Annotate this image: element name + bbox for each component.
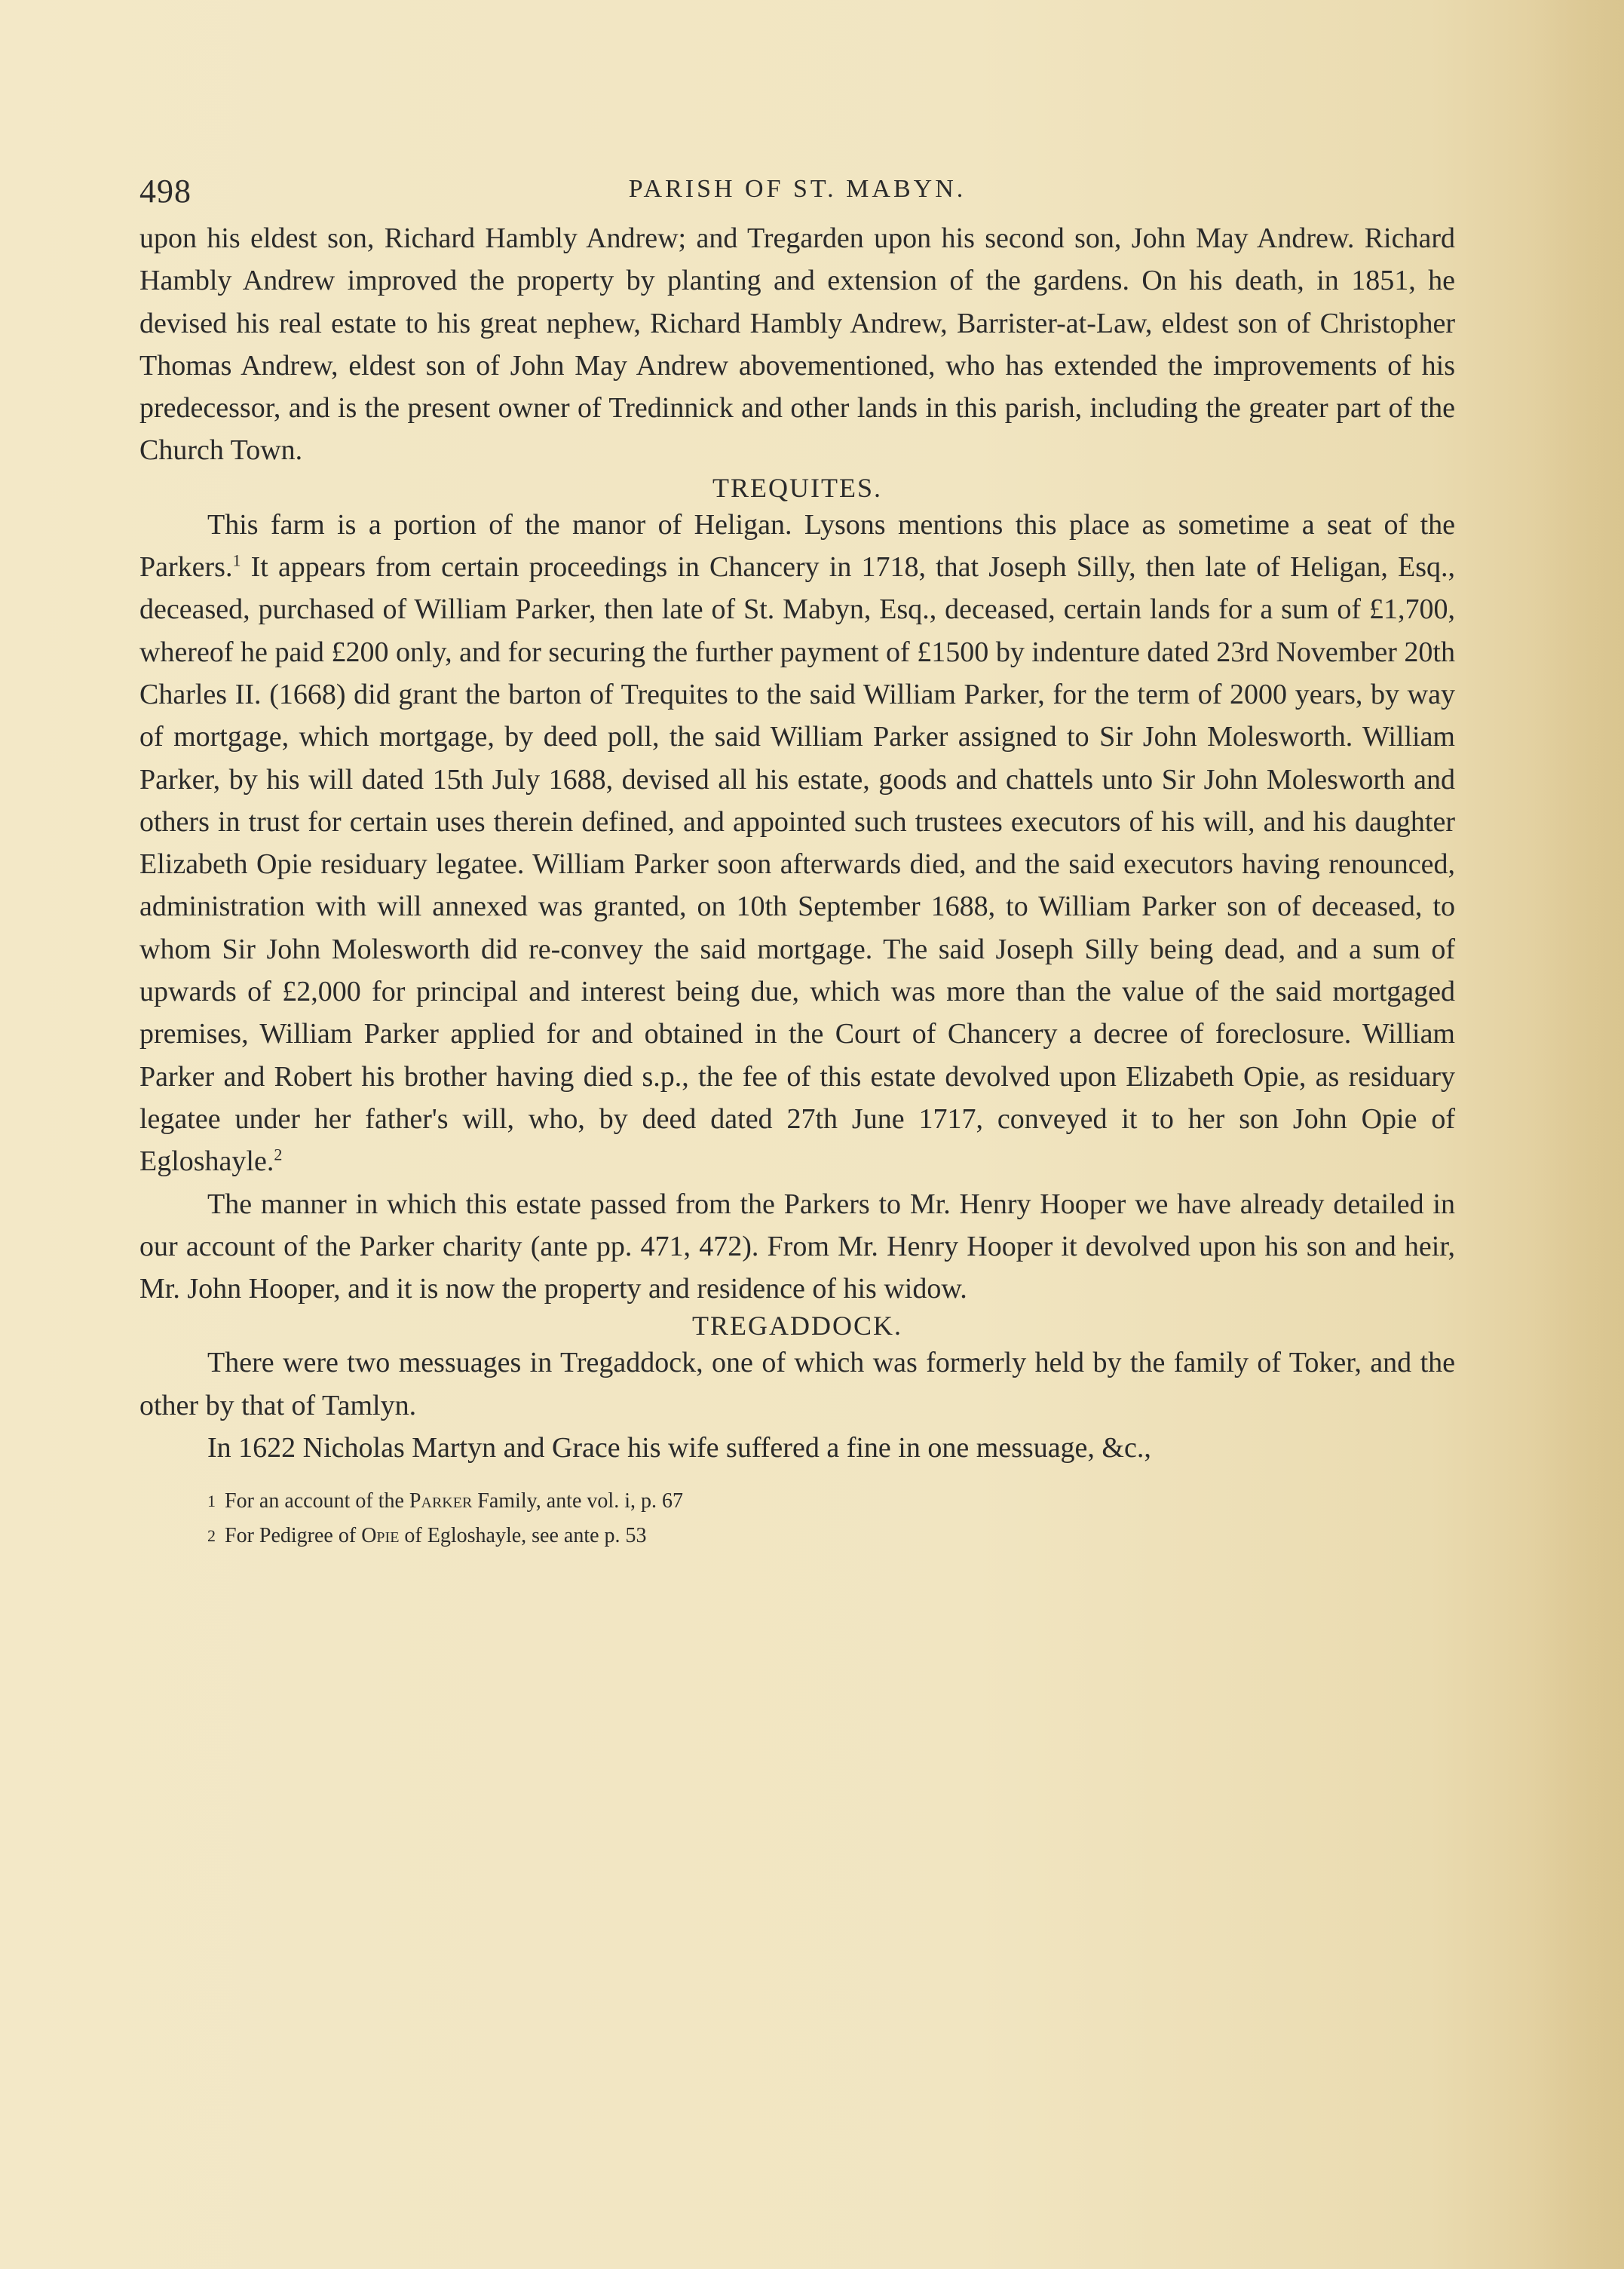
footnote-number: 1 xyxy=(207,1492,216,1511)
footnote-text-smallcaps: Opie xyxy=(361,1524,400,1548)
page-edge-shadow xyxy=(1534,0,1624,2269)
footnote-ref-2: 2 xyxy=(274,1145,283,1164)
intro-paragraph: upon his eldest son, Richard Hambly Andrew; and Tregarden upon his second son, John May Andrew. Richard Hambly Andrew improved the property by planting and extension of the gardens. On his death, in 1851, he devised his real estate to his great nephew, Richard Hambly Andrew, Barrister-at-Law, eldest son of Christopher Thomas Andrew, eldest son of John May Andrew abovementioned, who has extended the improvements of his predecessor, and is the present owner of Tredinnick and other lands in this parish, including the greater part of the Church Town. xyxy=(139,222,1455,467)
trequites-p1-text-b: It appears from certain proceedings in Chancery in 1718, that Joseph Silly, then late of Heligan, Esq., deceased, purchased of William Parker, then late of St. Mabyn, Esq., deceased, certain lands for a sum of £1,700, whereof he paid £200 only, and for securing the further payment of £1500 by indenture dated 23rd November 20th Charles II. (1668) did grant the barton of Trequites to the said William Parker, for the term of 2000 years, by way of mortgage, which mortgage, by deed poll, the said William Parker assigned to Sir John Molesworth. William Parker, by his will dated 15th July 1688, devised all his estate, goods and chattels unto Sir John Molesworth and others in trust for certain uses therein defined, and appointed such trustees executors of his will, and his daughter Elizabeth Opie residuary legatee. William Parker soon afterwards died, and the said executors having renounced, administration with will annexed was granted, on 10th September 1688, to William Parker son of deceased, to whom Sir John Molesworth did re-convey the said mortgage. The said Joseph Silly being dead, and a sum of upwards of £2,000 for principal and interest being due, which was more than the value of the said mortgaged premises, William Parker applied for and obtained in the Court of Chancery a decree of foreclosure. William Parker and Robert his brother having died s.p., the fee of this estate devolved upon Elizabeth Opie, as residuary legatee under her father's will, who, by deed dated 27th June 1717, conveyed it to her son John Opie of Egloshayle. xyxy=(139,551,1455,1178)
footnote-number: 2 xyxy=(207,1526,216,1546)
footnote xyxy=(139,1484,1455,1519)
footnote-text-pre: For an account of the xyxy=(225,1489,409,1513)
running-title: PARISH OF ST. MABYN. xyxy=(628,175,967,203)
page-number: 498 xyxy=(139,173,192,210)
footnote xyxy=(139,1519,1455,1553)
footnote-text-smallcaps: Parker xyxy=(409,1489,473,1513)
running-head xyxy=(139,172,1455,217)
page-content xyxy=(139,172,1455,1553)
footnote-ref-1: 1 xyxy=(232,550,241,570)
trequites-paragraph-2: The manner in which this estate passed from the Parkers to Mr. Henry Hooper we have already detailed in our account of the Parker charity (ante pp. 471, 472). From Mr. Henry Hooper it devolved upon his son and heir, Mr. John Hooper, and it is now the property and residence of his widow. xyxy=(139,1188,1455,1305)
footnotes xyxy=(139,1484,1455,1553)
section-heading-tregaddock: TREGADDOCK. xyxy=(692,1311,902,1341)
footnote-text-post: of Egloshayle, see ante p. 53 xyxy=(399,1524,647,1548)
section-heading-trequites: TREQUITES. xyxy=(712,472,882,503)
trequites-paragraph-1 xyxy=(139,504,1455,1183)
footnote-text-post: Family, ante vol. i, p. 67 xyxy=(472,1489,683,1513)
tregaddock-paragraph-1: There were two messuages in Tregaddock, one of which was formerly held by the family of Toker, and the other by that of Tamlyn. xyxy=(139,1347,1455,1421)
trequites-p1-text-a: This farm is a portion of the manor of Heligan. Lysons mentions this place as sometime a seat of the Parkers. xyxy=(139,508,1455,584)
footnote-text-pre: For Pedigree of xyxy=(225,1524,362,1548)
tregaddock-paragraph-2: In 1622 Nicholas Martyn and Grace his wife suffered a fine in one messuage, &c., xyxy=(207,1432,1151,1464)
